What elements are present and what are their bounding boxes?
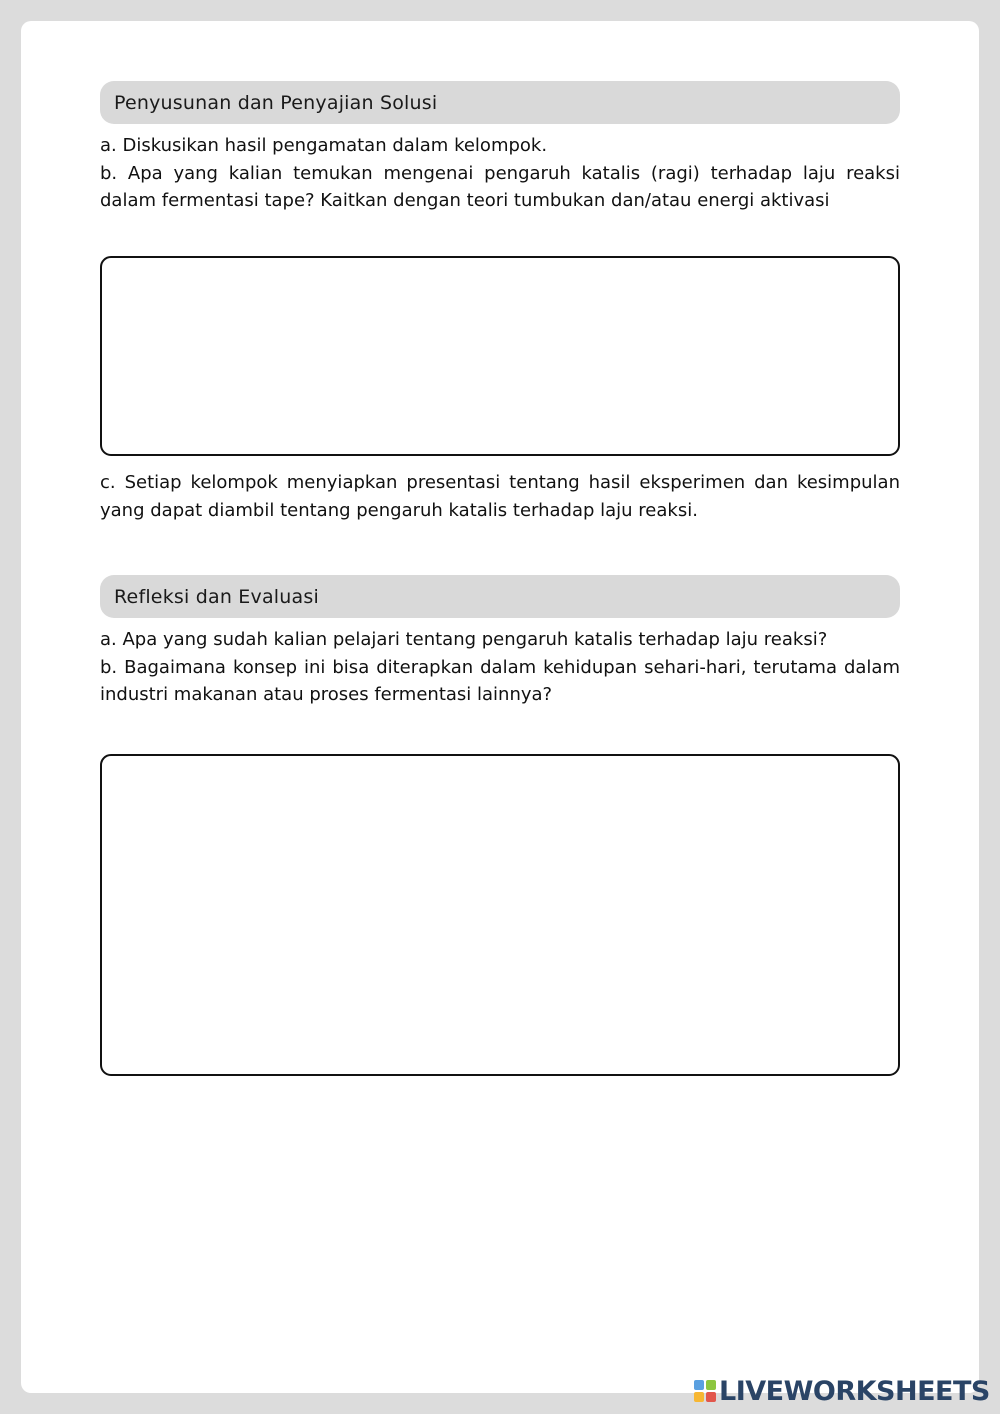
logo-square-yellow <box>694 1392 704 1402</box>
instruction-c: c. Setiap kelompok menyiapkan presentasi tentang hasil eksperimen dan kesimpulan yang dapat diambil tentang pengaruh katalis terhadap laju reaksi. <box>100 472 900 521</box>
section-title: Refleksi dan Evaluasi <box>114 585 319 608</box>
instruction-a: a. Diskusikan hasil pengamatan dalam kelompok. <box>100 135 548 156</box>
section-title: Penyusunan dan Penyajian Solusi <box>114 91 438 114</box>
section-header-refleksi <box>100 575 900 618</box>
brand-name: LIVEWORKSHEETS <box>719 1375 990 1407</box>
logo-square-blue <box>694 1380 704 1390</box>
logo-square-green <box>706 1380 716 1390</box>
logo-square-red <box>706 1392 716 1402</box>
section2-instructions <box>100 626 900 709</box>
instruction-b: b. Apa yang kalian temukan mengenai pengaruh katalis (ragi) terhadap laju reaksi dalam fermentasi tape? Kaitkan dengan teori tumbukan dan/atau energi aktivasi <box>100 162 900 211</box>
section1-instruction-c-block <box>100 469 900 524</box>
section1-instructions <box>100 132 900 215</box>
liveworksheets-logo-icon <box>694 1380 716 1402</box>
answer-box-1[interactable] <box>100 256 900 456</box>
liveworksheets-brand[interactable] <box>694 1374 990 1408</box>
section-header-penyusunan <box>100 81 900 124</box>
reflection-b: b. Bagaimana konsep ini bisa diterapkan dalam kehidupan sehari-hari, terutama dalam industri makanan atau proses fermentasi lainnya? <box>100 656 900 705</box>
reflection-a: a. Apa yang sudah kalian pelajari tentang pengaruh katalis terhadap laju reaksi? <box>100 629 828 650</box>
answer-box-2[interactable] <box>100 754 900 1076</box>
